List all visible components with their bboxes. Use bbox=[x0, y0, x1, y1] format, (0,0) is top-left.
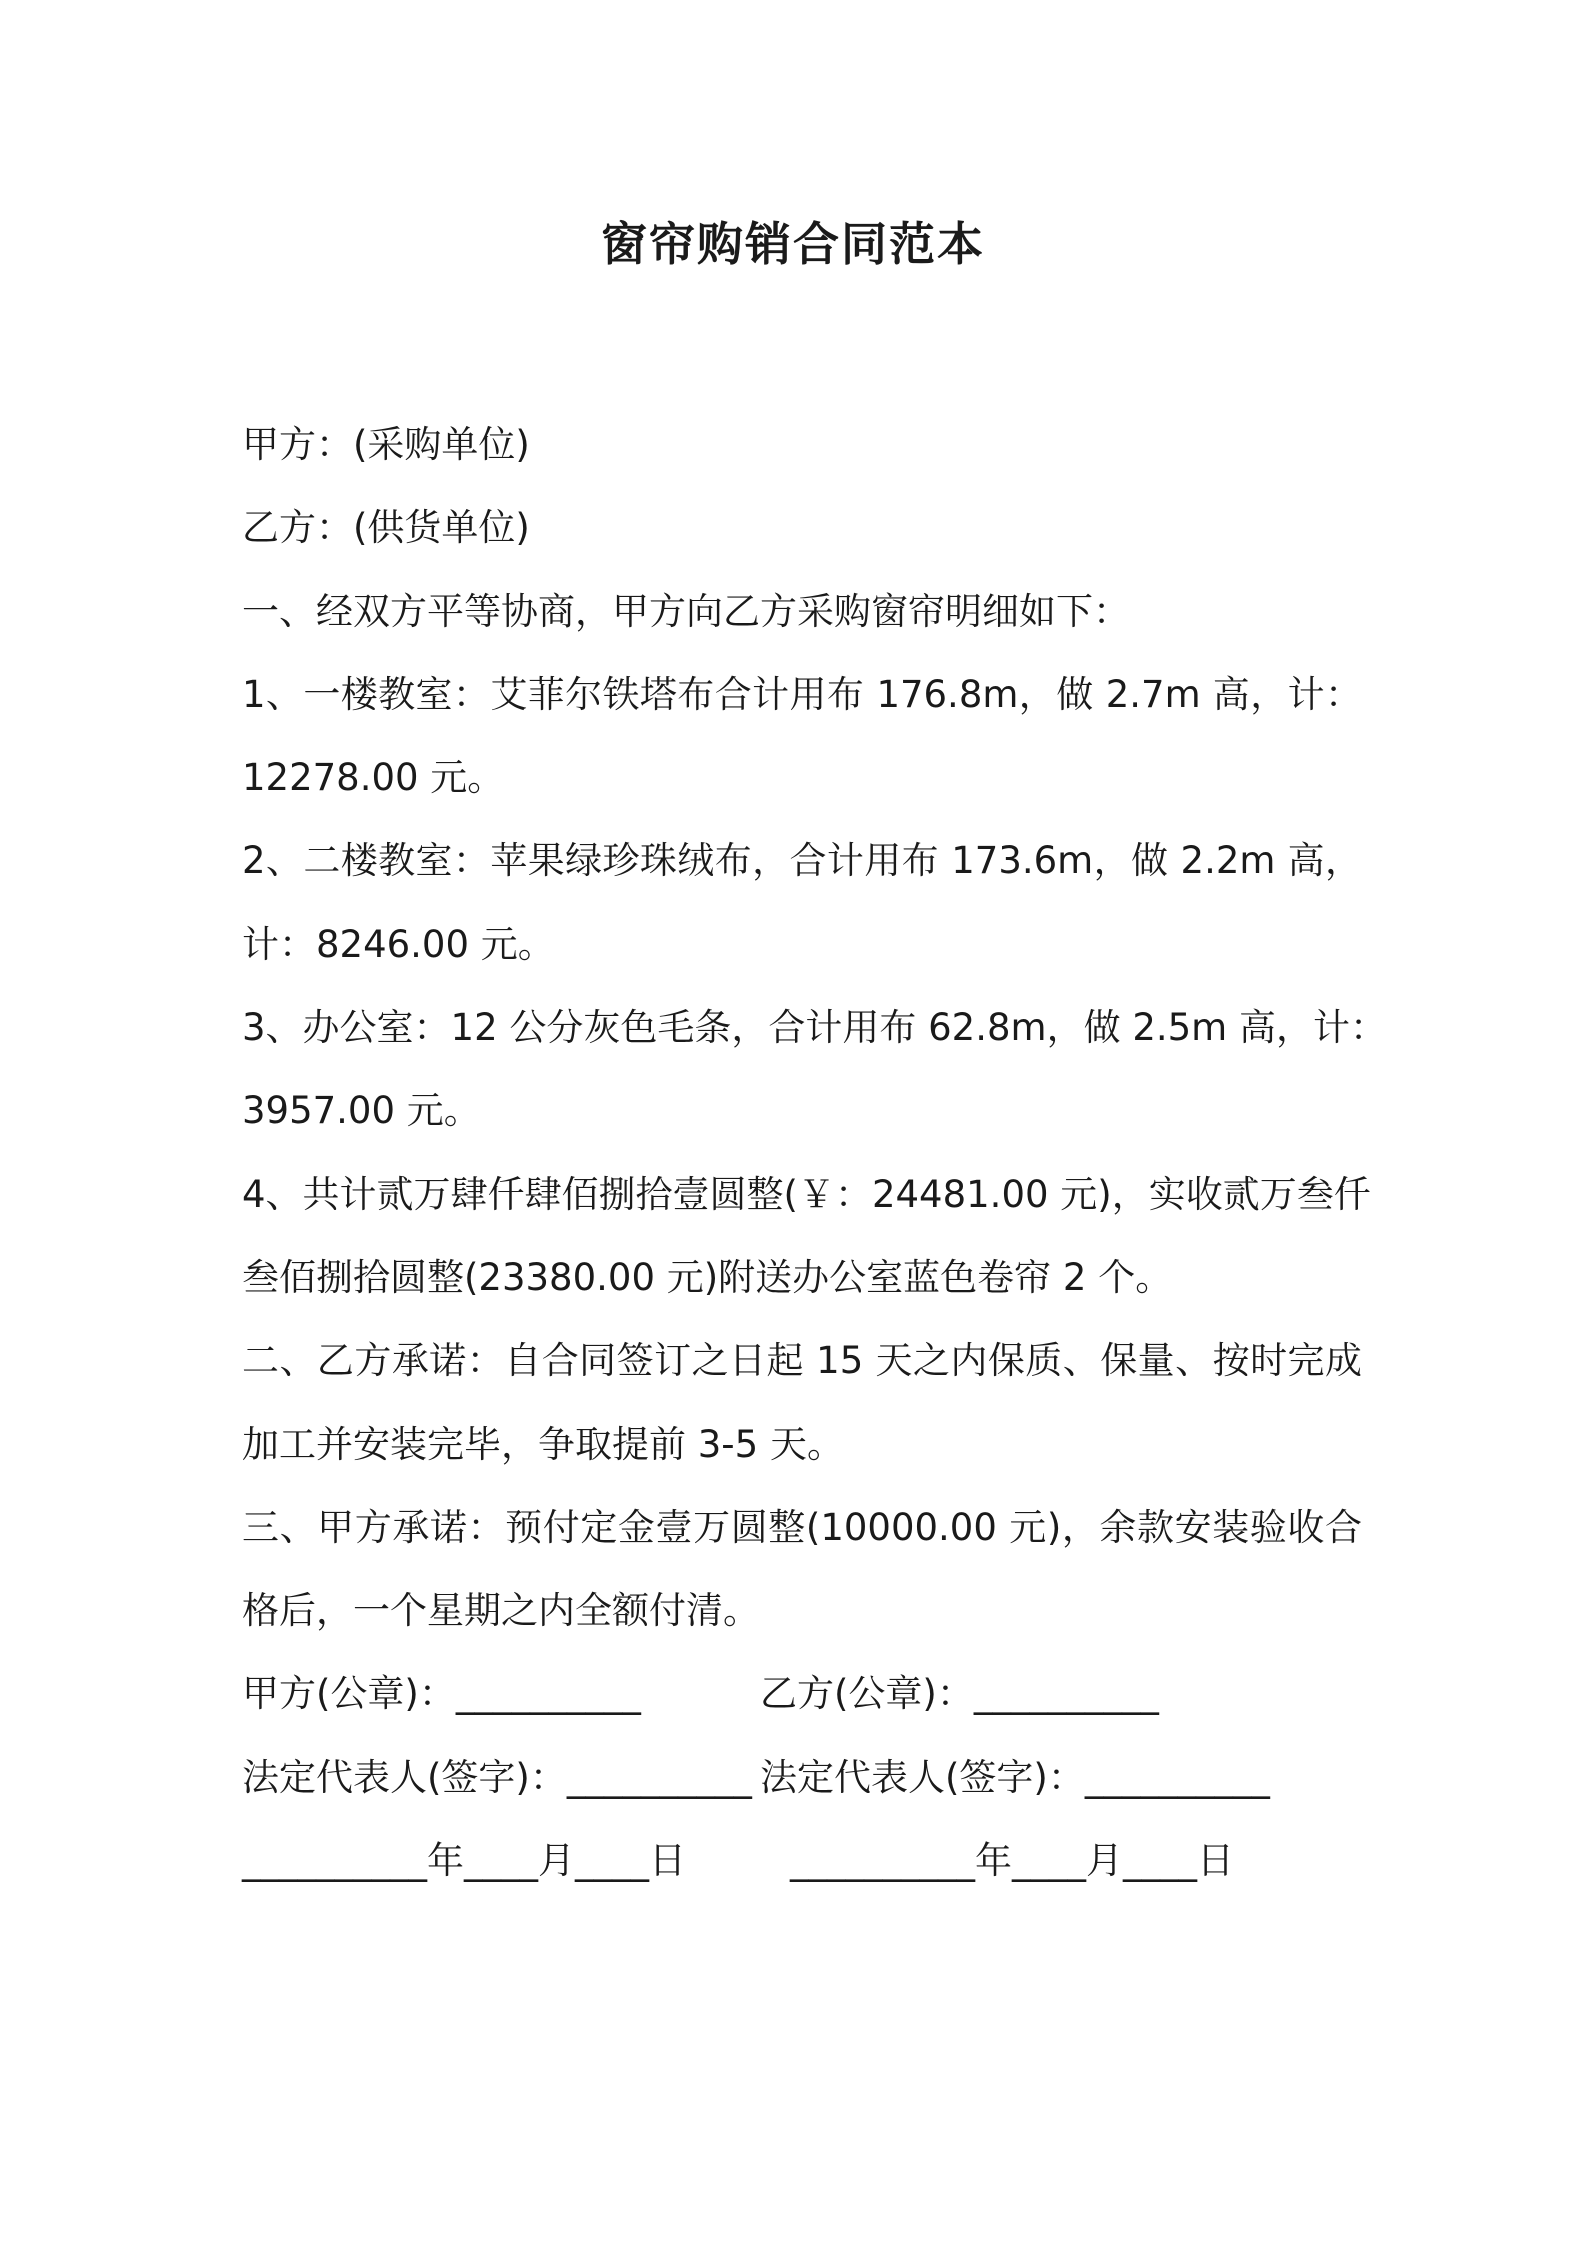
document-body bbox=[242, 403, 1387, 1902]
clause-2-line-2: 加工并安装完毕，争取提前 3-5 天。 bbox=[242, 1422, 844, 1466]
item-3-line-2: 3957.00 元。 bbox=[242, 1089, 481, 1133]
item-4-line-2: 叁佰捌拾圆整(23380.00 元)附送办公室蓝色卷帘 2 个。 bbox=[242, 1255, 1173, 1299]
item-4-line-1: 4、共计贰万肆仟肆佰捌拾壹圆整(￥：24481.00 元)，实收贰万叁仟 bbox=[242, 1172, 1371, 1216]
clause-2-line-1: 二、乙方承诺：自合同签订之日起 15 天之内保质、保量、按时完成 bbox=[242, 1339, 1362, 1383]
party-b-seal: 乙方(公章)：__________ bbox=[760, 1672, 1159, 1716]
clause-3-line-2: 格后，一个星期之内全额付清。 bbox=[242, 1589, 760, 1633]
party-a-line: 甲方：(采购单位) bbox=[242, 423, 530, 466]
item-1-line-1: 1、一楼教室：艾菲尔铁塔布合计用布 176.8m，做 2.7m 高，计： bbox=[242, 672, 1362, 716]
document-title: 窗帘购销合同范本 bbox=[601, 217, 985, 271]
item-1-line-2: 12278.00 元。 bbox=[242, 756, 505, 800]
party-a-seal: 甲方(公章)：__________ bbox=[242, 1672, 641, 1716]
representative-row bbox=[242, 1736, 1362, 1819]
party-b-representative: 法定代表人(签字)：__________ bbox=[760, 1755, 1270, 1799]
item-2-line-1: 2、二楼教室：苹果绿珍珠绒布，合计用布 173.6m，做 2.2m 高， bbox=[242, 839, 1362, 883]
party-b-date: __________年____月____日 bbox=[790, 1839, 1234, 1883]
item-2-line-2: 计：8246.00 元。 bbox=[242, 922, 555, 966]
seal-row bbox=[242, 1652, 1362, 1735]
party-a-date: __________年____月____日 bbox=[242, 1839, 686, 1883]
date-row bbox=[242, 1819, 1362, 1902]
clause-1-heading: 一、经双方平等协商，甲方向乙方采购窗帘明细如下： bbox=[242, 589, 1130, 633]
party-a-representative: 法定代表人(签字)：__________ bbox=[242, 1755, 752, 1799]
party-b-line: 乙方：(供货单位) bbox=[242, 506, 530, 550]
clause-3-line-1: 三、甲方承诺：预付定金壹万圆整(10000.00 元)，余款安装验收合 bbox=[242, 1505, 1362, 1549]
item-3-line-1: 3、办公室：12 公分灰色毛条，合计用布 62.8m，做 2.5m 高，计： bbox=[242, 1006, 1387, 1050]
